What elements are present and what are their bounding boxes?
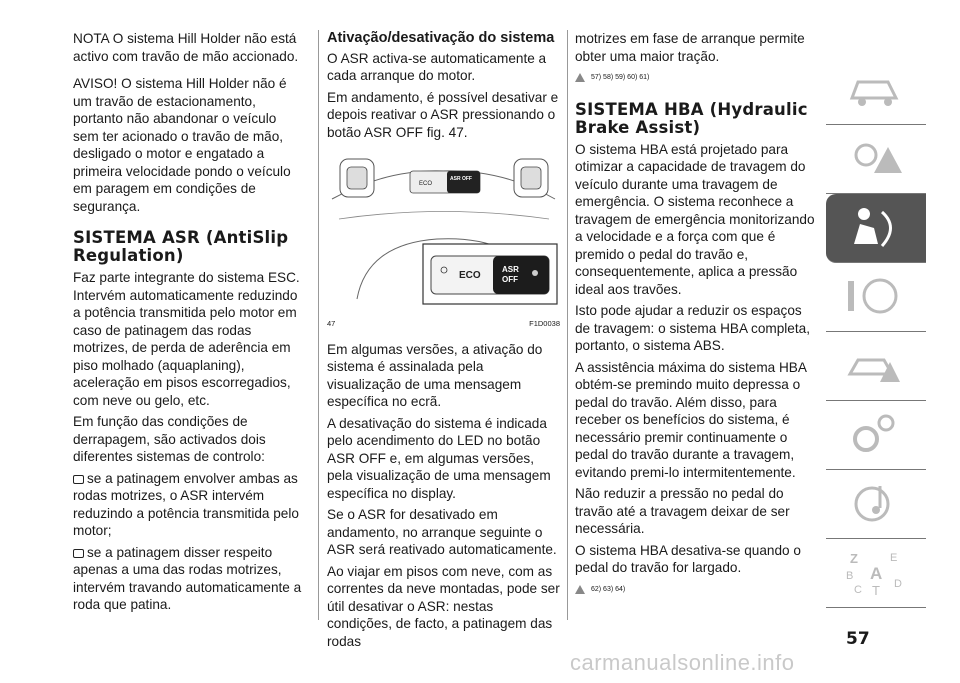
chapter-tab-safety[interactable] [826, 194, 926, 263]
body-paragraph: Se o ASR for desativado em andamento, no arranque seguinte o ASR será reativado automaticamente. [327, 507, 557, 557]
eco-small-label: ECO [419, 181, 433, 187]
column-left [73, 30, 305, 618]
section-heading-hba: SISTEMA HBA (Hydraulic Brake Assist) [575, 99, 808, 137]
body-paragraph: Em função das condições de derrapagem, são activados dois diferentes sistemas de controlo: [73, 414, 266, 464]
svg-text:C: C [854, 584, 862, 596]
safety-airbag-icon [844, 202, 904, 252]
note-paragraph: NOTA O sistema Hill Holder não está activo com travão de mão accionado. [73, 31, 299, 64]
body-paragraph: Não reduzir a pressão no pedal do travão até a travagem deixar de ser necessária. [575, 486, 790, 536]
figure-code: F1D0038 [529, 319, 560, 328]
warning-triangle-icon [575, 73, 585, 82]
dashboard-illustration [327, 149, 560, 309]
section-heading-asr: SISTEMA ASR (AntiSlip Regulation) [73, 228, 289, 265]
bullet-text: se a patinagem envolver ambas as rodas motrizes, o ASR intervém reduzindo a potência transmitida pelo motor; [73, 470, 299, 538]
figure-caption [327, 315, 560, 333]
bullet-icon [73, 475, 84, 484]
chapter-tab-car[interactable] [826, 56, 926, 125]
warning-refs [575, 581, 820, 599]
column-middle [327, 30, 560, 654]
chapter-tab-index[interactable] [826, 539, 926, 608]
column-divider [318, 30, 319, 620]
bullet-text: se a patinagem disser respeito apenas a uma das rodas motrizes, intervém travando automaticamente a roda que patina. [73, 544, 302, 612]
body-paragraph: O ASR activa-se automaticamente a cada arranque do motor. [327, 50, 547, 83]
asr-label: ASR [502, 265, 519, 274]
body-paragraph: motrizes em fase de arranque permite obter uma maior tração. [575, 31, 805, 64]
asr-small-label: ASR OFF [450, 176, 472, 182]
bullet-item [73, 470, 305, 540]
svg-text:A: A [870, 564, 883, 583]
svg-text:B: B [846, 570, 854, 582]
body-paragraph: A desativação do sistema é indicada pelo acendimento do LED no botão ASR OFF e, em algumas versões, pela visualização de uma mensagem específica no display. [327, 415, 551, 501]
svg-text:Z: Z [850, 551, 858, 566]
chapter-tab-emergency[interactable] [826, 332, 926, 401]
body-paragraph: Isto pode ajudar a reduzir os espaços de travagem: o sistema HBA completa, portanto, o sistema ABS. [575, 303, 810, 353]
multimedia-icon [844, 478, 904, 528]
body-paragraph: A assistência máxima do sistema HBA obtém-se premindo muito depressa o pedal do travão. Além disso, para receber os benefícios do sistema, é necessário premir continuamente o pedal do travão durante a travagem, evitando premi-lo intermitentemente. [575, 359, 807, 480]
chapter-tab-multimedia[interactable] [826, 470, 926, 539]
warning-triangle-icon [575, 585, 585, 594]
warning-ref-numbers: 62) 63) 64) [591, 585, 626, 593]
eco-button-label: ECO [459, 270, 481, 281]
chapter-tab-driving[interactable] [826, 263, 926, 332]
column-divider [567, 30, 568, 620]
bullet-item [73, 544, 305, 614]
figure-asr-button [327, 149, 560, 309]
body-paragraph: Em algumas versões, a ativação do sistema é assinalada pela visualização de uma mensagem específica no ecrã. [327, 341, 543, 409]
body-paragraph: Faz parte integrante do sistema ESC. Intervém automaticamente reduzindo a potência transmitida pelo motor em caso de patinagem das rodas motrizes, de perda de aderência em piso molhado (aquaplaning), aceleração em pisos escorregadios, com neve ou gelo, etc. [73, 270, 300, 408]
watermark-text[interactable]: carmanualsonline.info [570, 650, 795, 675]
body-paragraph: Ao viajar em pisos com neve, com as correntes da neve montadas, pode ser útil desativar o ASR: nestas condições, de facto, a patinagem das rodas [327, 563, 560, 649]
body-paragraph: O sistema HBA desativa-se quando o pedal do travão for largado. [575, 542, 801, 575]
column-right [575, 30, 820, 604]
warning-refs [575, 69, 820, 87]
index-letters-icon [844, 547, 914, 597]
maintenance-gears-icon [844, 409, 904, 459]
chapter-tab-warning-lights[interactable] [826, 125, 926, 194]
steering-wheel-icon [844, 271, 904, 321]
body-paragraph: Em andamento, é possível desativar e depois reativar o ASR pressionando o botão ASR OFF fig. 47. [327, 89, 559, 140]
page-number: 57 [846, 629, 870, 649]
off-label: OFF [502, 275, 518, 284]
figure-number: 47 [327, 319, 336, 328]
warning-lights-icon [844, 133, 904, 183]
svg-text:E: E [890, 552, 898, 564]
body-paragraph: O sistema HBA está projetado para otimizar a capacidade de travagem do veículo durante uma travagem de emergência. O sistema reconhece a travagem de emergência monitorizando a velocidade e a força com que é premido o pedal do travão e, consequentemente, aplica a pressão ideal aos travões. [575, 141, 815, 297]
warning-paragraph: AVISO! O sistema Hill Holder não é um travão de estacionamento, portanto não abandonar o veículo sem ter acionado o travão de mão, desligado o motor e engatado a primeira velocidade pondo o veículo em paragem em condições de segurança. [73, 76, 291, 214]
breakdown-icon [844, 340, 904, 390]
warning-ref-numbers: 57) 58) 59) 60) 61) [591, 74, 650, 81]
subsection-heading: Ativação/desativação do sistema [327, 30, 555, 46]
svg-text:T: T [872, 583, 880, 597]
chapter-sidebar [826, 56, 926, 608]
svg-text:D: D [894, 578, 902, 590]
car-icon [844, 64, 904, 114]
bullet-icon [73, 549, 84, 558]
chapter-tab-maintenance[interactable] [826, 401, 926, 470]
